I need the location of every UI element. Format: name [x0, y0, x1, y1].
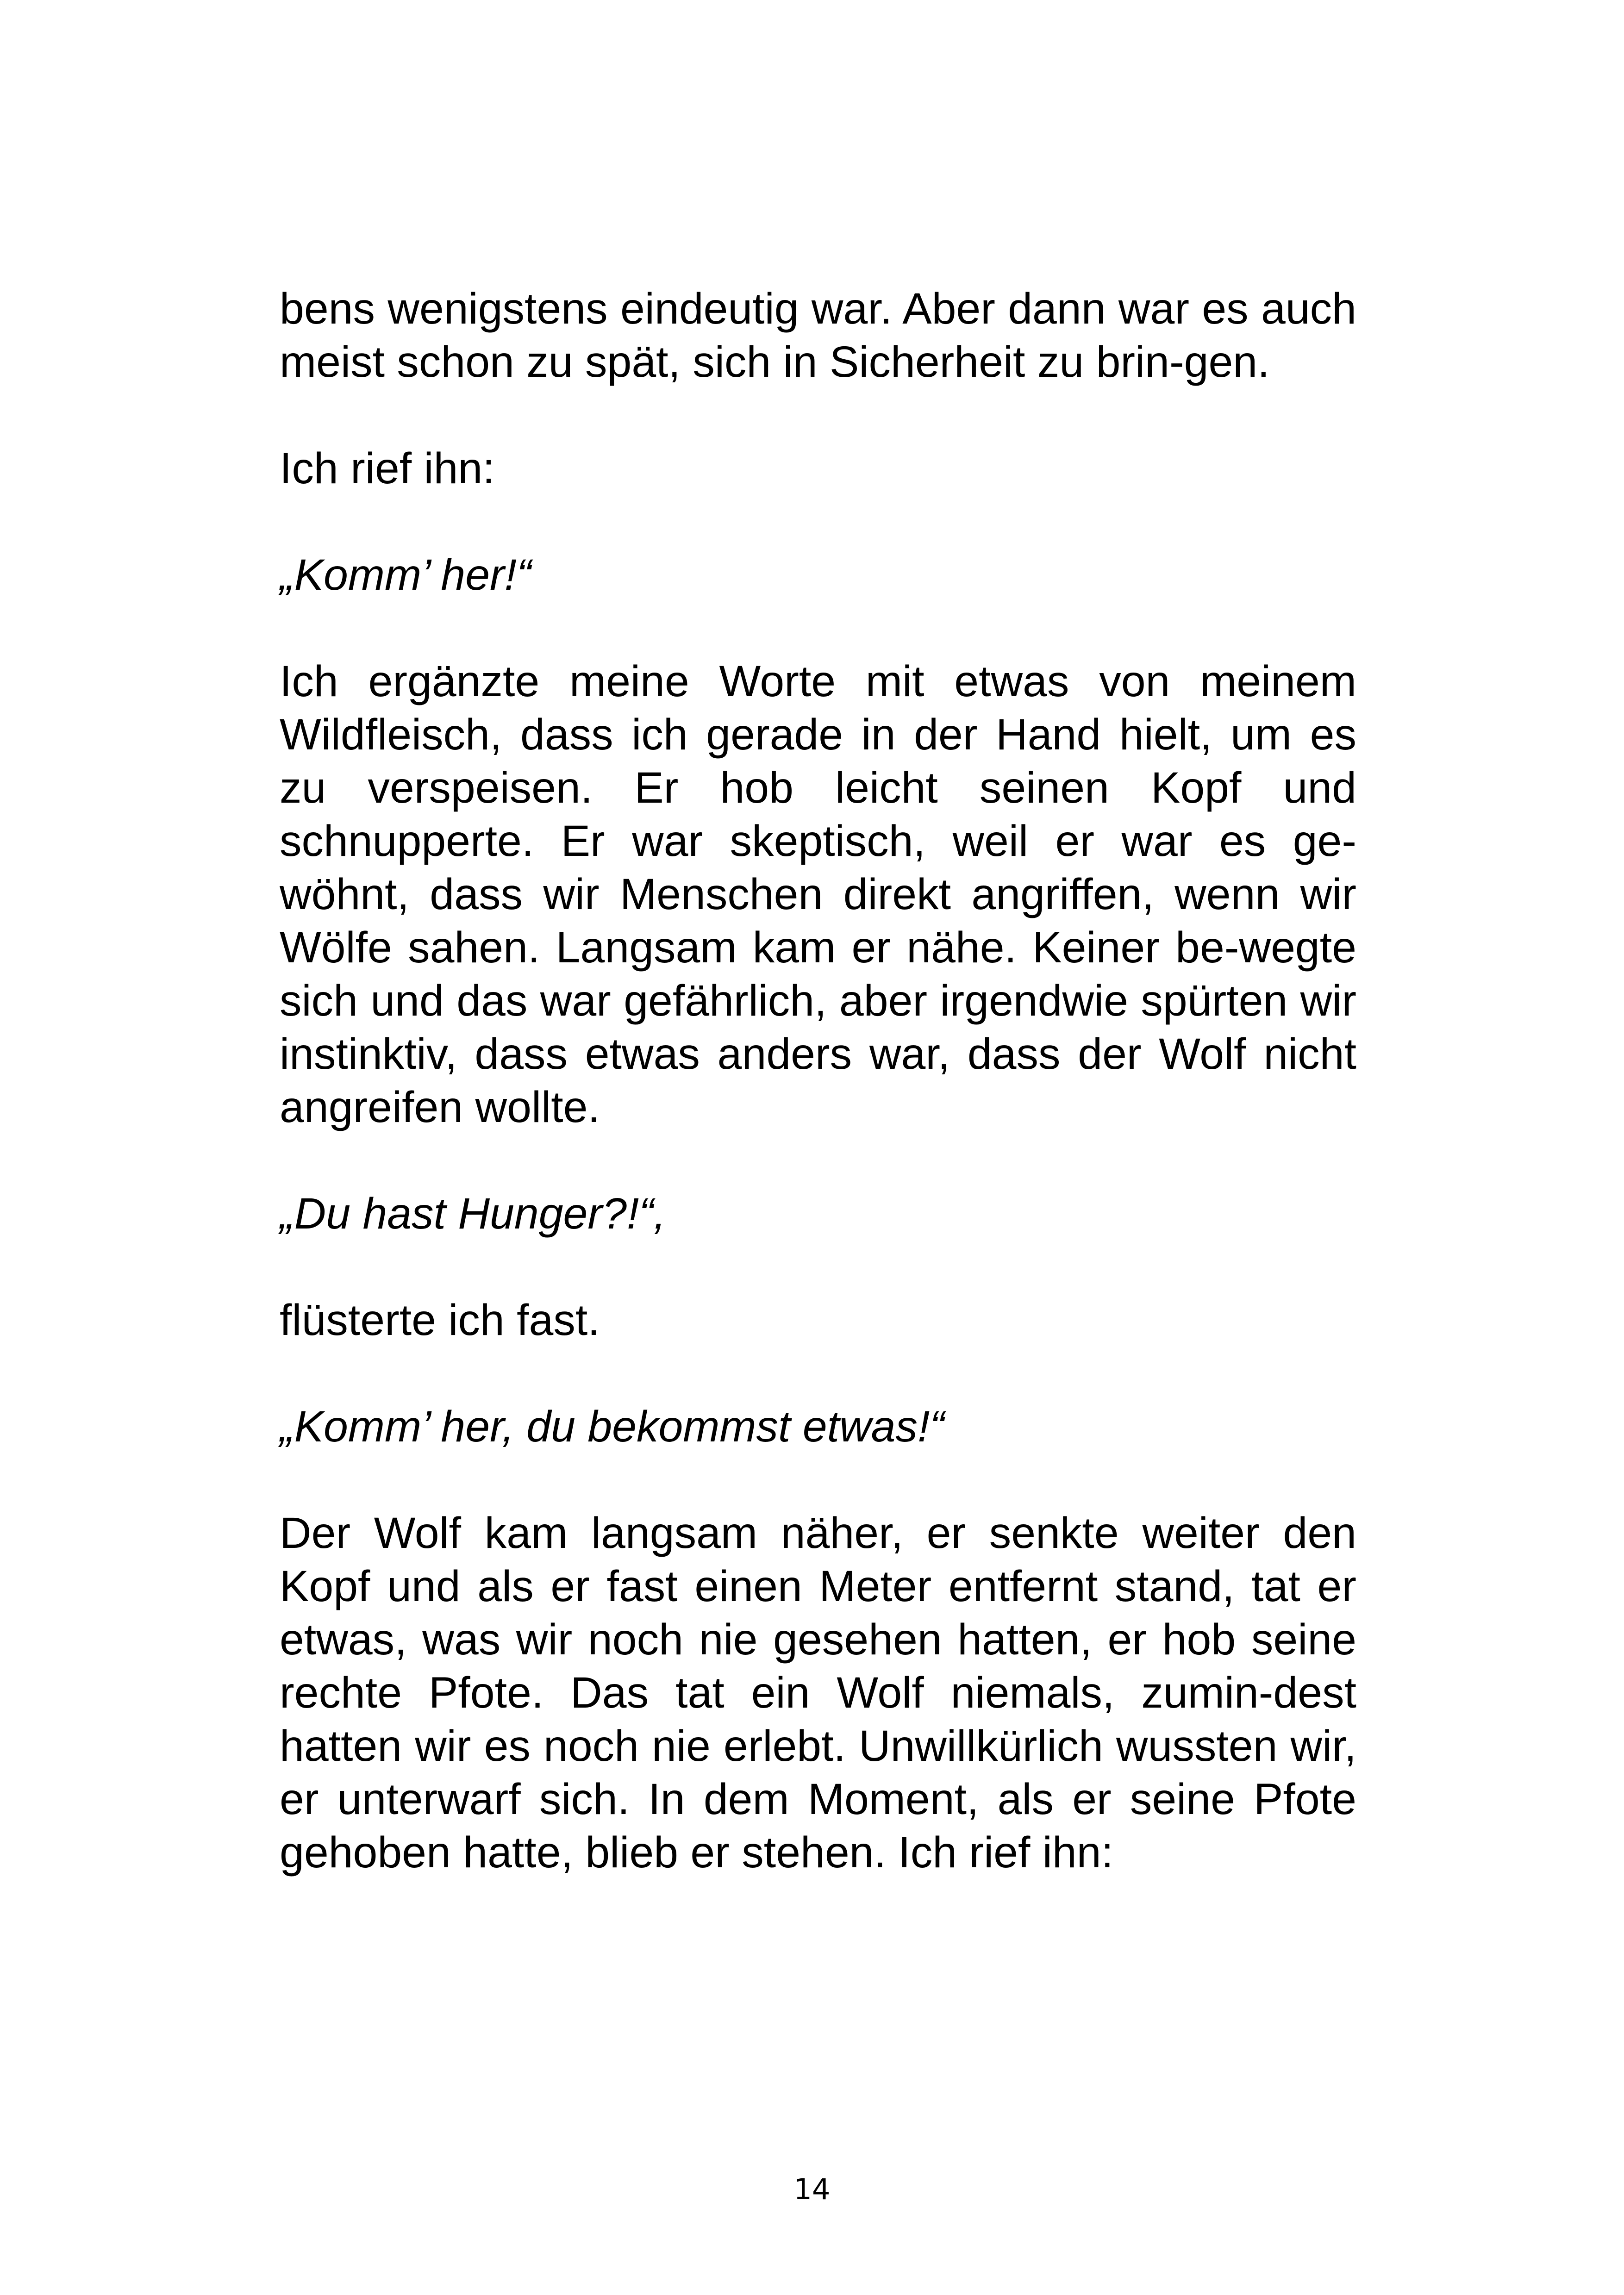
dialogue-bekommst-etwas: „Komm’ her, du bekommst etwas!“ [280, 1402, 945, 1451]
paragraph-wolf-naeher: Der Wolf kam langsam näher, er senkte weiter den Kopf und als er fast einen Meter entfernt stand, tat er etwas, was wir noch nie gesehen hatten, er hob seine rechte Pfote. Das tat ein Wolf niemals, zumin-dest hatten wir es noch nie erlebt. Unwillkürlich wussten wir, er unterwarf sich. In dem Moment, als er seine Pfote gehoben hatte, blieb er stehen. Ich rief ihn: [280, 1509, 1356, 1877]
paragraph-call: Ich rief ihn: [280, 444, 495, 493]
paragraph-wildfleisch: Ich ergänzte meine Worte mit etwas von meinem Wildfleisch, dass ich gerade in der Hand hielt, um es zu verspeisen. Er hob leicht seinen Kopf und schnupperte. Er war skeptisch, weil er war es ge-wöhnt, dass wir Menschen direkt angriffen, wenn wir Wölfe sahen. Langsam kam er nähe. Keiner be-wegte sich und das war gefährlich, aber irgendwie spürten wir instinktiv, dass etwas anders war, dass der Wolf nicht angreifen wollte. [280, 657, 1356, 1132]
dialogue-hunger: „Du hast Hunger?!“, [280, 1189, 666, 1238]
text-body [280, 282, 1356, 1933]
paragraph-continuation: bens wenigstens eindeutig war. Aber dann war es auch meist schon zu spät, sich in Sicherheit zu brin-gen. [280, 284, 1356, 387]
page-number: 14 [793, 2172, 831, 2206]
dialogue-komm-her: „Komm’ her!“ [280, 550, 531, 599]
paragraph-fluesterte: flüsterte ich fast. [280, 1296, 600, 1345]
